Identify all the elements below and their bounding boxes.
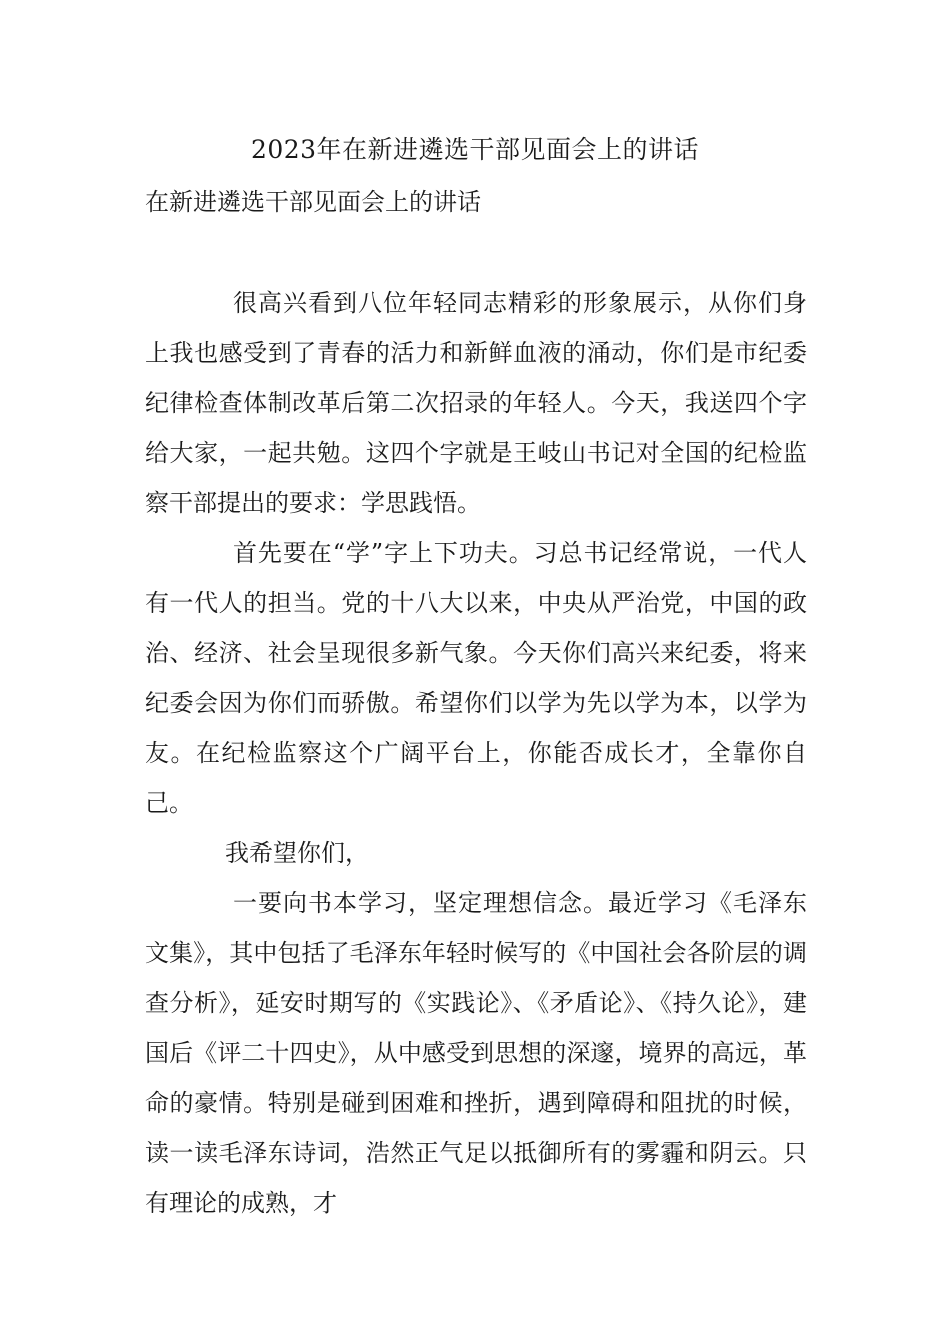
document-subtitle: 在新进遴选干部见面会上的讲话 — [145, 188, 481, 216]
paragraph-study: 首先要在“学”字上下功夫。习总书记经常说，一代人有一代人的担当。党的十八大以来，中央从严治党，中国的政治、经济、社会呈现很多新气象。今天你们高兴来纪委，将来纪委会因为你们而骄傲。希望你们以学为先以学为本，以学为友。在纪检监察这个广阔平台上，你能否成长才，全靠你自己。 — [145, 539, 807, 817]
document-body — [145, 278, 807, 1228]
paragraph-books: 一要向书本学习，坚定理想信念。最近学习《毛泽东文集》，其中包括了毛泽东年轻时候写的《中国社会各阶层的调查分析》，延安时期写的《实践论》、《矛盾论》、《持久论》，建国后《评二十四史》，从中感受到思想的深邃，境界的高远，革命的豪情。特别是碰到困难和挫折，遇到障碍和阻扰的时候，读一读毛泽东诗词，浩然正气足以抵御所有的雾霾和阴云。只有理论的成熟，才 — [145, 889, 807, 1217]
paragraph-opening: 很高兴看到八位年轻同志精彩的形象展示，从你们身上我也感受到了青春的活力和新鲜血液的涌动，你们是市纪委纪律检查体制改革后第二次招录的年轻人。今天，我送四个字给大家，一起共勉。这四个字就是王岐山书记对全国的纪检监察干部提出的要求：学思践悟。 — [145, 289, 807, 517]
paragraph-hope: 我希望你们， — [225, 839, 369, 867]
document-title: 2023年在新进遴选干部见面会上的讲话 — [250, 135, 700, 164]
